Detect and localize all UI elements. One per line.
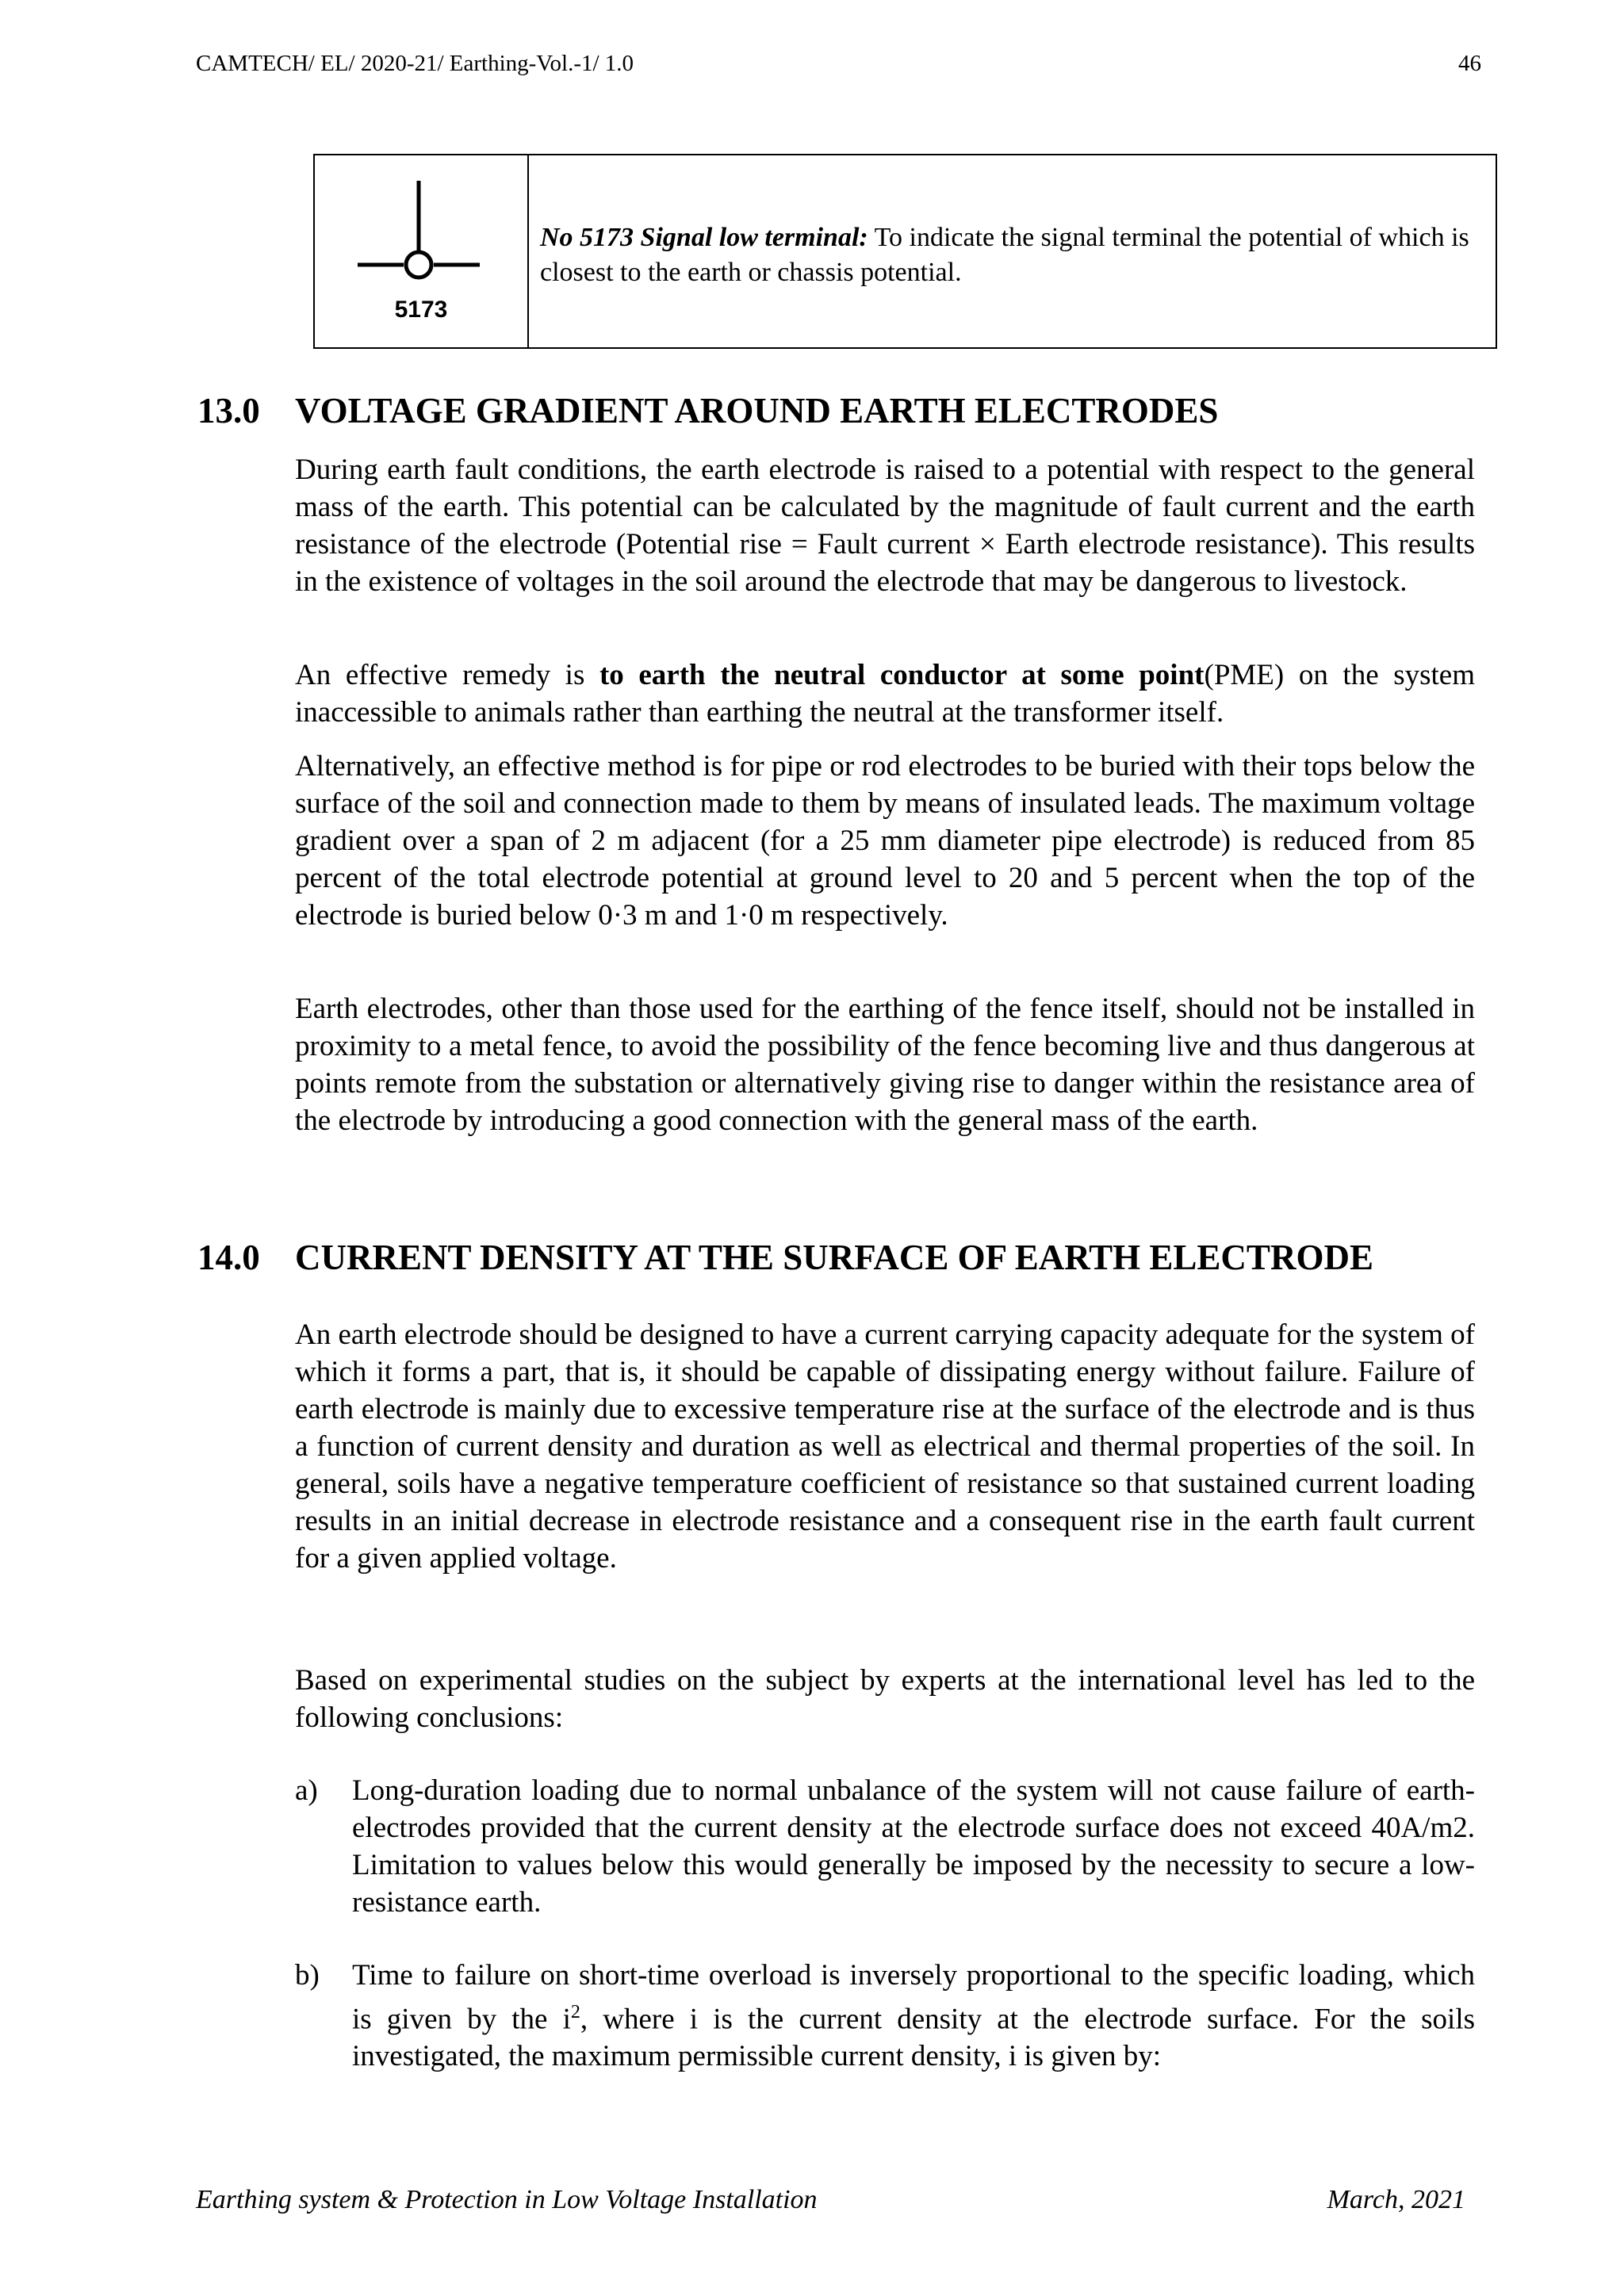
section-13-number: 13.0 [197, 391, 260, 430]
section-14-paragraph-2: Based on experimental studies on the subject by experts at the international level has led to the following conclusions: [295, 1664, 1475, 1734]
section-13-paragraph-4: Earth electrodes, other than those used for the earthing of the fence itself, should not be installed in proximity to a metal fence, to avoid the possibility of the fence becoming live and thus dangerous at points remote from the substation or alternatively giving rise to danger within the resistance area of the electrode by introducing a good connection with the general mass of the earth. [295, 993, 1475, 1137]
symbol-table [313, 154, 1497, 349]
section-14-heading [197, 1237, 1373, 1278]
page-number: 46 [1458, 51, 1481, 76]
section-13-title: VOLTAGE GRADIENT AROUND EARTH ELECTRODES [295, 391, 1219, 430]
list-item-b [295, 1957, 1475, 2075]
p2-text-start: An effective remedy is [295, 659, 599, 691]
list-label-b: b) [295, 1959, 320, 1992]
p2-bold-text: to earth the neutral conductor at some point [599, 659, 1205, 691]
section-13-paragraph-2 [295, 656, 1475, 731]
footer-date: March, 2021 [1327, 2185, 1465, 2214]
symbol-cell [315, 155, 529, 347]
item-b-text-start: Time to failure on short-time overload is inversely proportional to the specific loading, which is given by the i [352, 1959, 1475, 2036]
section-14-title: CURRENT DENSITY AT THE SURFACE OF EARTH ELECTRODE [295, 1238, 1373, 1277]
section-14-paragraph-1: An earth electrode should be designed to have a current carrying capacity adequate for the system of which it forms a part, that is, it should be capable of dissipating energy without failure. Failure of earth electrode is mainly due to excessive temperature rise at the surface of the electrode and is thus a function of current density and duration as well as electrical and thermal properties of the soil. In general, soils have a negative temperature coefficient of resistance so that sustained current loading results in an initial decrease in electrode resistance and a consequent rise in the earth fault current for a given applied voltage. [295, 1318, 1475, 1575]
item-b-text-end: , where i is the current density at the electrode surface. For the soils investigated, the maximum permissible current density, i is given by: [352, 2003, 1475, 2073]
running-header: CAMTECH/ EL/ 2020-21/ Earthing-Vol.-1/ 1.0 [196, 51, 634, 76]
list-text-a: Long-duration loading due to normal unbalance of the system will not cause failure of earth-electrodes provided that the current density at the electrode surface does not exceed 40A/m2. Limitation to values below this would generally be imposed by the necessity to secure a low-resistance earth. [352, 1774, 1475, 1919]
item-b-superscript: 2 [570, 2002, 580, 2022]
list-text-b [352, 1957, 1475, 2075]
signal-low-terminal-icon [315, 155, 527, 282]
list-item-a [295, 1772, 1475, 1921]
p2-text-end: (PME) on the system inaccessible to animals rather than earthing the neutral at the transformer itself. [295, 659, 1475, 729]
section-13-paragraph-1: During earth fault conditions, the earth electrode is raised to a potential with respect to the general mass of the earth. This potential can be calculated by the magnitude of fault current and the earth resistance of the electrode (Potential rise = Fault current × Earth electrode resistance). This results in the existence of voltages in the soil around the electrode that may be dangerous to livestock. [295, 453, 1475, 598]
list-label-a: a) [295, 1774, 318, 1807]
footer-title: Earthing system & Protection in Low Voltage Installation [196, 2185, 818, 2214]
symbol-description [529, 155, 1496, 347]
section-13-paragraph-3: Alternatively, an effective method is for pipe or rod electrodes to be buried with their tops below the surface of the soil and connection made to them by means of insulated leads. The maximum voltage gradient over a span of 2 m adjacent (for a 25 mm diameter pipe electrode) is reduced from 85 percent of the total electrode potential at ground level to 20 and 5 percent when the top of the electrode is buried below 0·3 m and 1·0 m respectively. [295, 750, 1475, 932]
symbol-number: 5173 [394, 297, 448, 323]
section-13-heading [197, 390, 1218, 431]
symbol-text: To indicate the signal terminal the potential of which is closest to the earth or chassis potential. [540, 223, 1469, 287]
symbol-title: No 5173 Signal low terminal: [540, 223, 868, 252]
section-14-number: 14.0 [197, 1238, 260, 1277]
